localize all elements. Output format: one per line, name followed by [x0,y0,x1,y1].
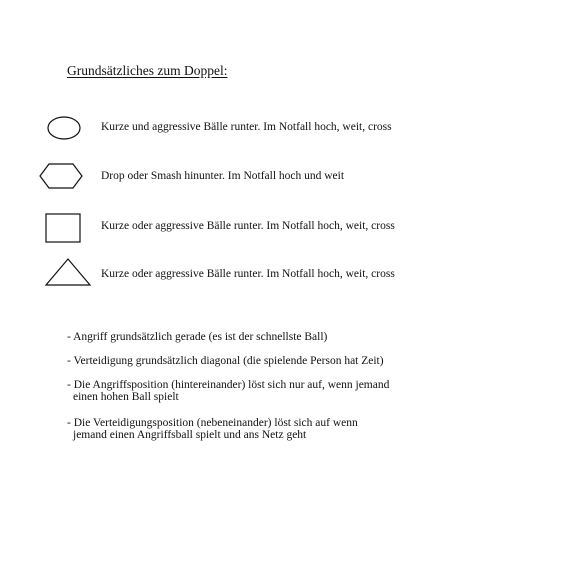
legend-text-circle: Kurze und aggressive Bälle runter. Im Notfall hoch, weit, cross [101,121,392,133]
legend-text-hexagon: Drop oder Smash hinunter. Im Notfall hoch und weit [101,170,345,182]
note-line: einen hohen Ball spielt [73,391,179,403]
note-line: - Verteidigung grundsätzlich diagonal (die spielende Person hat Zeit) [67,355,384,367]
note-line: - Angriff grundsätzlich gerade (es ist der schnellste Ball) [67,331,328,343]
triangle-icon [43,256,93,288]
square-icon [44,212,82,244]
note-line: - Die Angriffsposition (hintereinander) löst sich nur auf, wenn jemand [67,379,390,391]
note-attack-straight [67,331,327,343]
note-defense-diagonal [67,355,384,367]
hexagon-icon [36,162,86,190]
note-line: - Die Verteidigungsposition (nebeneinander) löst sich auf wenn [67,417,358,429]
legend-text-square: Kurze oder aggressive Bälle runter. Im Notfall hoch, weit, cross [101,220,395,232]
note-attack-position [67,379,389,403]
note-defense-position [67,417,358,441]
legend-text-triangle: Kurze oder aggressive Bälle runter. Im Notfall hoch, weit, cross [101,268,395,280]
page-title: Grundsätzliches zum Doppel: [67,63,228,78]
note-line: jemand einen Angriffsball spielt und ans Netz geht [73,429,307,441]
circle-icon [45,115,83,141]
